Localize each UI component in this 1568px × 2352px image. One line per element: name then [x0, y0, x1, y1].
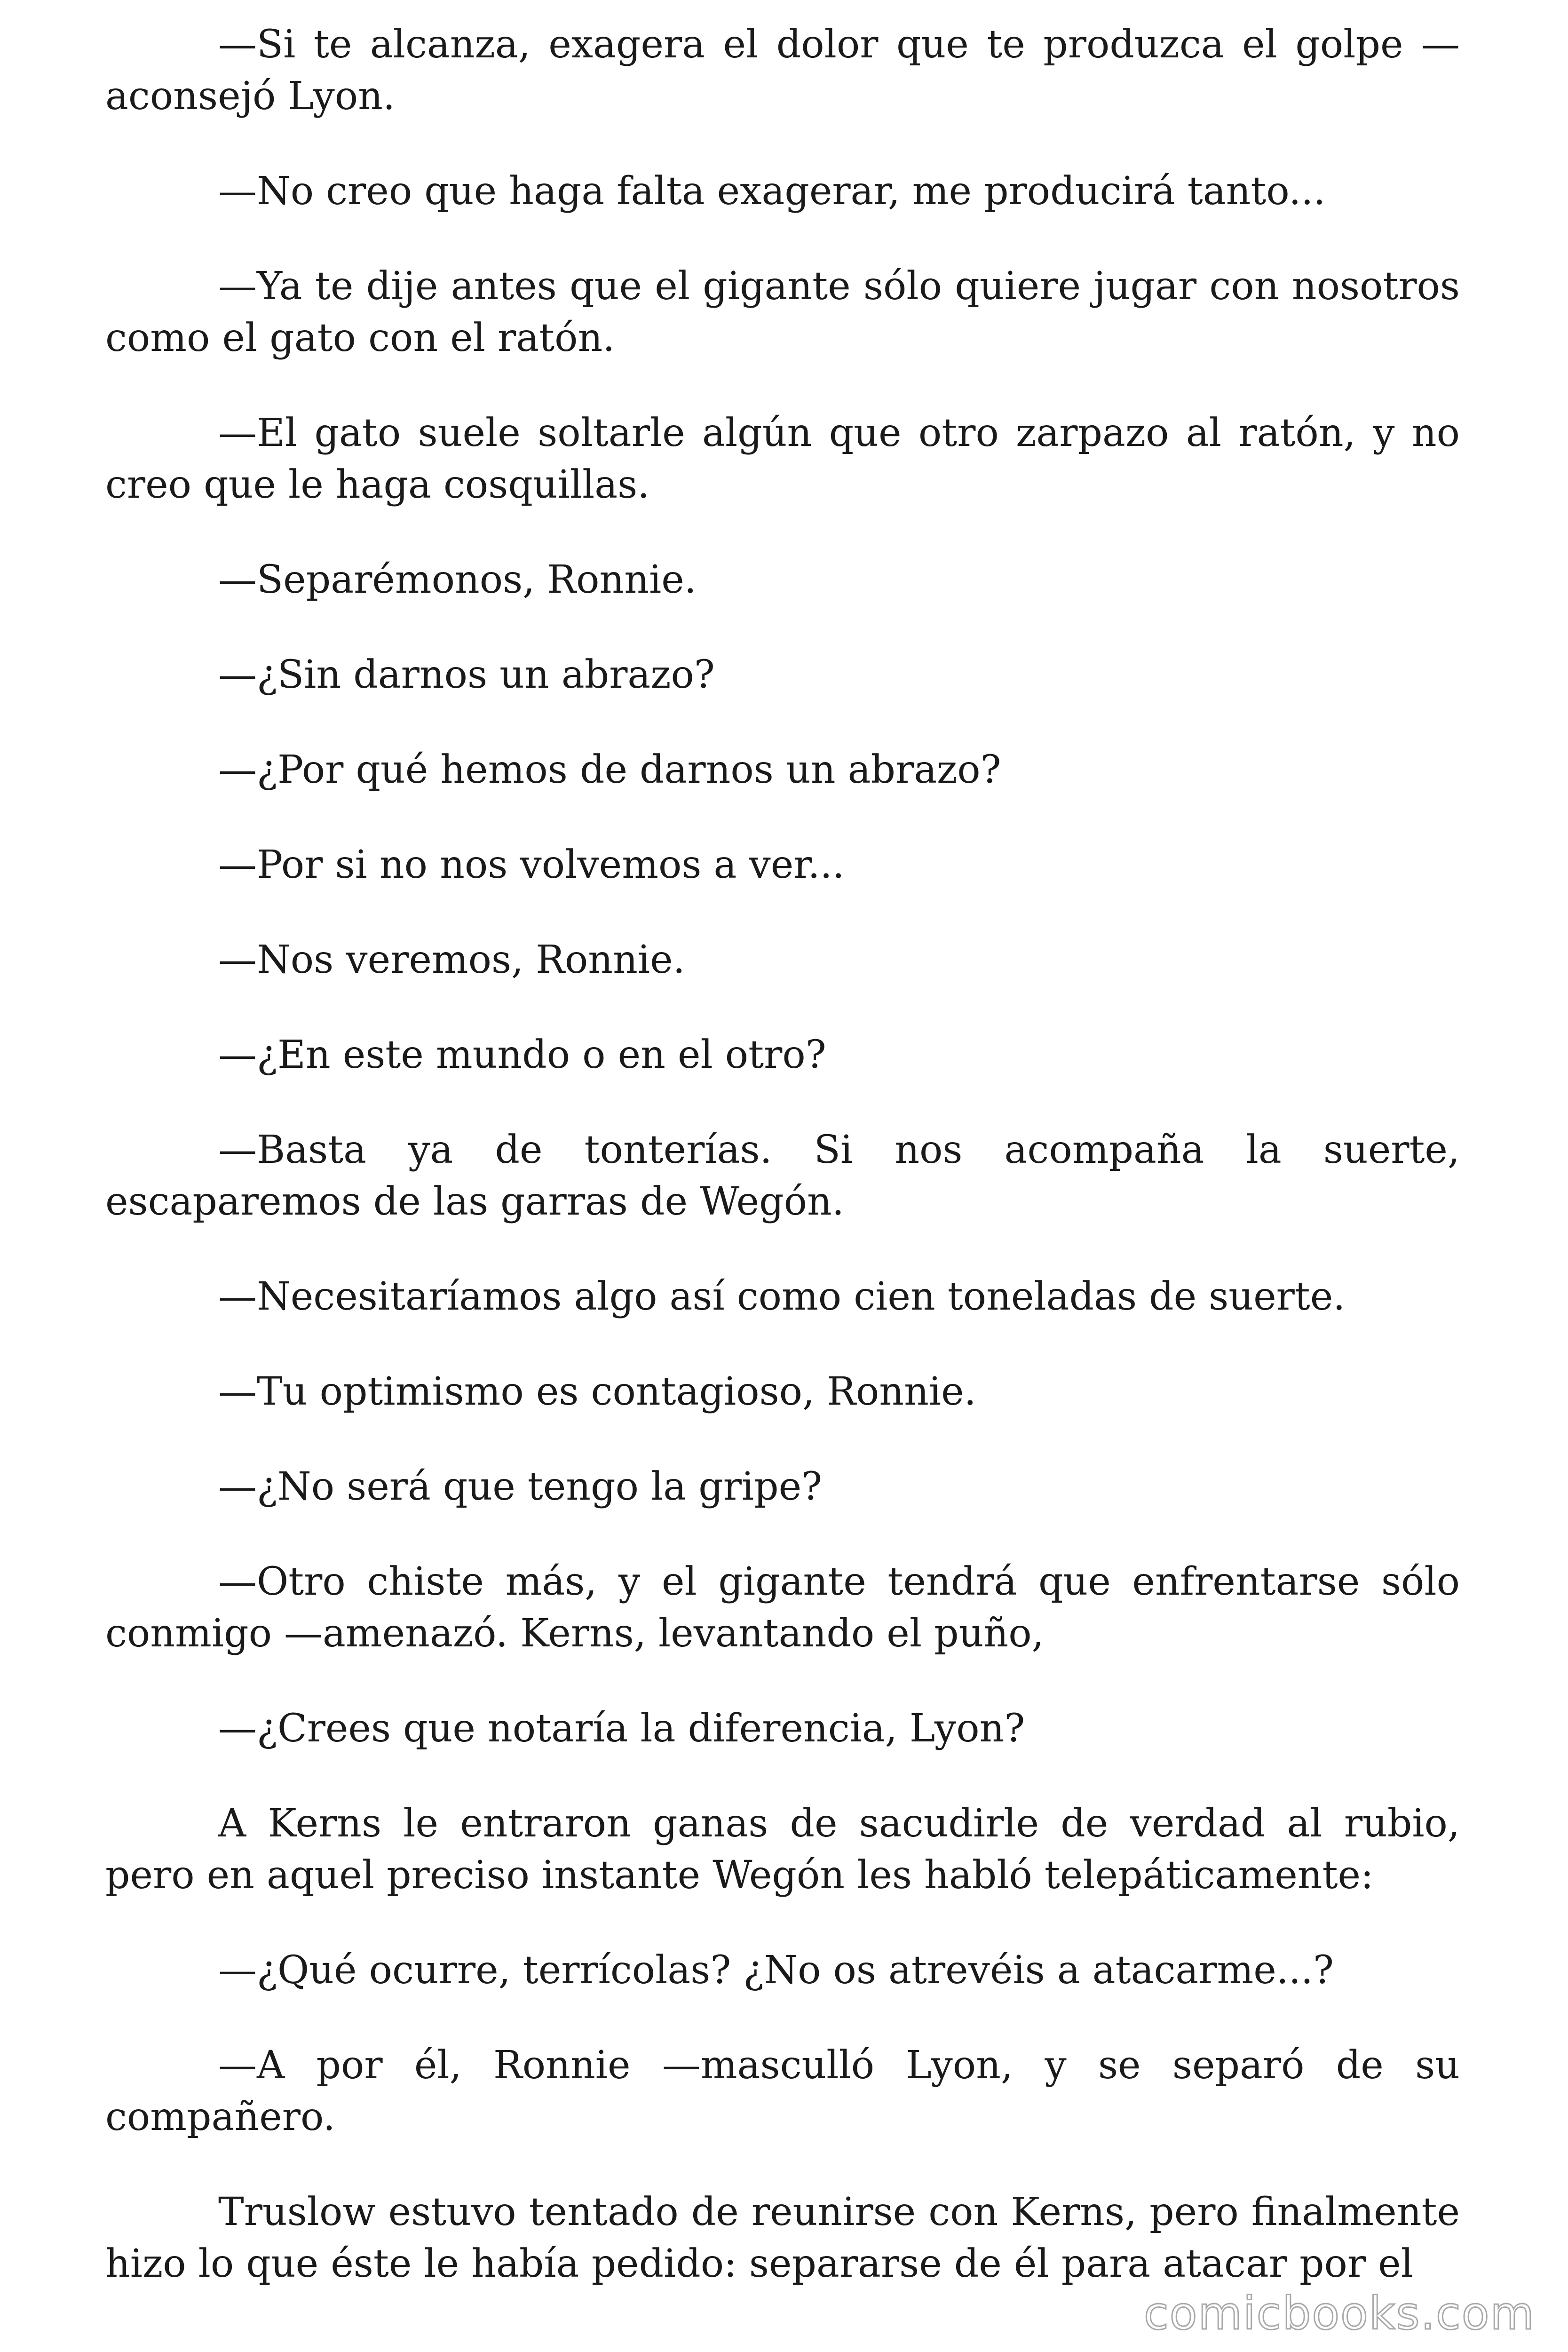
- paragraph: —Si te alcanza, exagera el dolor que te produzca el golpe —aconsejó Lyon.: [105, 22, 1460, 119]
- paragraph: —Basta ya de tonterías. Si nos acompaña la suerte, escaparemos de las garras de Wegón.: [105, 1128, 1460, 1224]
- paragraph: —Ya te dije antes que el gigante sólo quiere jugar con nosotros como el gato con el ratón.: [105, 264, 1460, 360]
- paragraph: Truslow estuvo tentado de reunirse con Kerns, pero finalmente hizo lo que éste le había pedido: separarse de él para atacar por el: [105, 2190, 1460, 2286]
- paragraph: —Nos veremos, Ronnie.: [218, 938, 685, 982]
- paragraph: —¿Qué ocurre, terrícolas? ¿No os atrevéis a atacarme...?: [218, 1948, 1334, 1993]
- paragraph: A Kerns le entraron ganas de sacudirle de verdad al rubio, pero en aquel preciso instante Wegón les habló telepáticamente:: [105, 1801, 1460, 1898]
- book-page-text: [105, 19, 1460, 2333]
- paragraph: —Por si no nos volvemos a ver...: [218, 842, 845, 887]
- paragraph: —¿En este mundo o en el otro?: [218, 1033, 826, 1077]
- paragraph: —Separémonos, Ronnie.: [218, 557, 697, 602]
- paragraph: —Tu optimismo es contagioso, Ronnie.: [218, 1369, 976, 1414]
- paragraph: —El gato suele soltarle algún que otro zarpazo al ratón, y no creo que le haga cosquillas.: [105, 411, 1460, 507]
- watermark: comicbooks.com: [1143, 2287, 1535, 2340]
- paragraph: —Necesitaríamos algo así como cien toneladas de suerte.: [218, 1274, 1346, 1319]
- paragraph: —A por él, Ronnie —masculló Lyon, y se separó de su compañero.: [105, 2043, 1460, 2139]
- paragraph: —¿No será que tengo la gripe?: [218, 1464, 823, 1509]
- paragraph: —¿Sin darnos un abrazo?: [218, 652, 715, 697]
- paragraph: —¿Por qué hemos de darnos un abrazo?: [218, 747, 1001, 792]
- paragraph: —Otro chiste más, y el gigante tendrá que enfrentarse sólo conmigo —amenazó. Kerns, levantando el puño,: [105, 1559, 1460, 1656]
- paragraph: —¿Crees que notaría la diferencia, Lyon?: [218, 1706, 1025, 1751]
- paragraph: —No creo que haga falta exagerar, me producirá tanto...: [218, 169, 1326, 214]
